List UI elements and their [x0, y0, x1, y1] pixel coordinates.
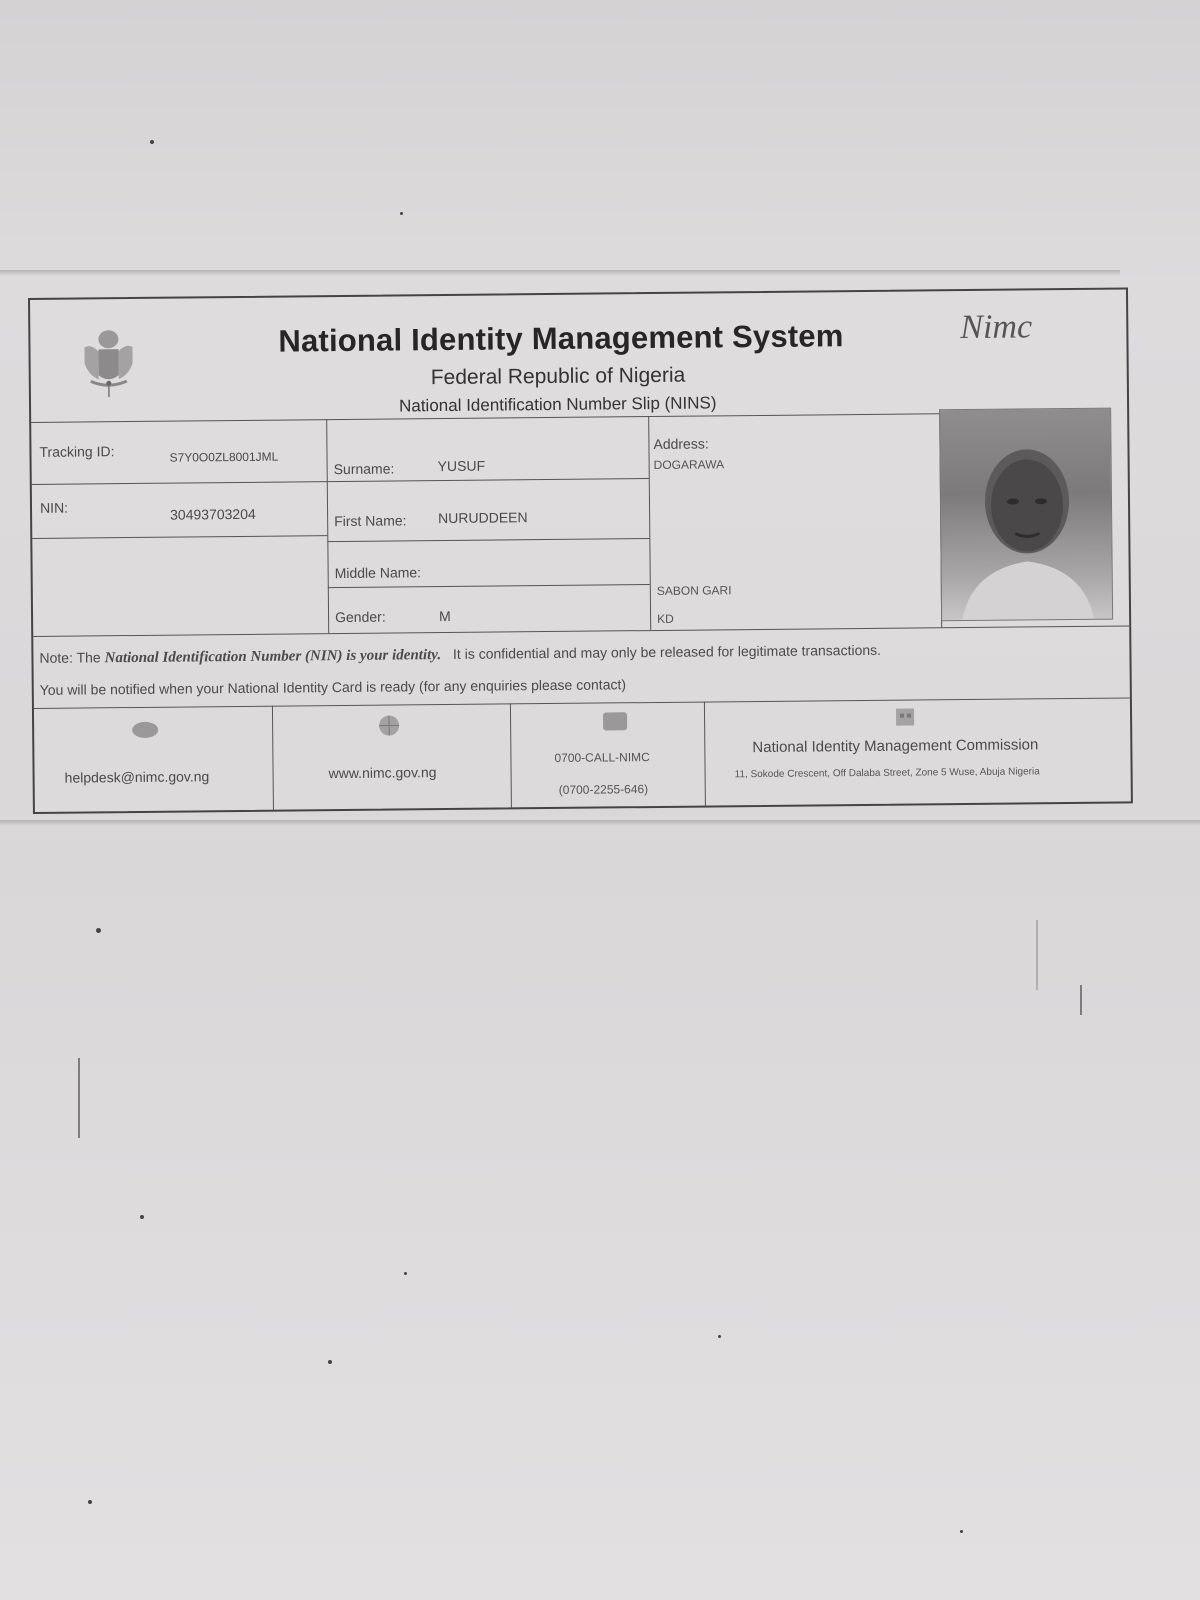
paper-speck — [400, 212, 403, 215]
note-prefix: Note: The — [39, 649, 105, 666]
nin-value: 30493703204 — [170, 505, 256, 523]
nin-slip — [28, 287, 1133, 814]
commission-name: National Identity Management Commission — [752, 736, 1039, 757]
paper-speck — [140, 1215, 144, 1219]
phone-number: 0700-CALL-NIMC — [554, 750, 650, 765]
surname-label: Surname: — [333, 460, 395, 478]
building-icon — [890, 705, 920, 727]
gender-label: Gender: — [335, 608, 386, 626]
divider — [32, 535, 327, 539]
divider — [33, 625, 1129, 637]
tracking-id-value: S7Y0O0ZL8001JML — [169, 449, 279, 465]
paper-speck — [96, 928, 101, 933]
nin-label: NIN: — [39, 499, 69, 516]
nimc-logo: Nimc — [960, 308, 1033, 347]
divider — [327, 478, 649, 482]
globe-icon — [374, 714, 404, 736]
paper-scratch — [1036, 920, 1038, 990]
passport-photo — [939, 408, 1113, 622]
paper-speck — [150, 140, 154, 144]
divider — [327, 538, 649, 542]
email-icon — [130, 719, 160, 741]
first-name-label: First Name: — [334, 512, 407, 530]
helpdesk-email[interactable]: helpdesk@nimc.gov.ng — [64, 768, 210, 786]
phone-icon — [600, 710, 630, 732]
paper-speck — [88, 1500, 92, 1504]
divider — [328, 584, 650, 588]
divider — [34, 697, 1130, 709]
note-emphasis: National Identification Number (NIN) is your identity. — [104, 647, 442, 667]
paper-speck — [404, 1272, 407, 1275]
coat-of-arms-icon — [76, 317, 141, 398]
country-subtitle: Federal Republic of Nigeria — [430, 363, 686, 390]
divider — [510, 703, 512, 807]
divider — [326, 419, 329, 633]
note-line-1 — [39, 642, 881, 668]
website-link[interactable]: www.nimc.gov.ng — [328, 764, 437, 782]
surname-value: YUSUF — [437, 457, 486, 475]
page-title: National Identity Management System — [278, 318, 844, 359]
address-line: DOGARAWA — [653, 457, 725, 473]
commission-address: 11, Sokode Crescent, Off Dalaba Street, Zone 5 Wuse, Abuja Nigeria — [734, 766, 1040, 781]
divider — [704, 702, 706, 806]
note-line-2: You will be notified when your National Identity Card is ready (for any enquiries please contact) — [39, 676, 627, 698]
paper-scratch — [1080, 985, 1082, 1015]
tracking-id-label: Tracking ID: — [39, 443, 115, 460]
address-label: Address: — [653, 435, 709, 453]
paper-fold-bottom — [0, 820, 1200, 826]
gender-value: M — [438, 607, 451, 625]
paper-speck — [960, 1530, 963, 1533]
middle-name-label: Middle Name: — [334, 564, 422, 582]
phone-digits: (0700-2255-646) — [558, 782, 649, 797]
paper-speck — [718, 1335, 721, 1338]
slip-subtitle: National Identification Number Slip (NINS) — [398, 393, 717, 416]
divider — [32, 481, 327, 485]
divider — [648, 416, 651, 630]
note-rest: It is confidential and may only be released for legitimate transactions. — [452, 641, 882, 662]
paper-speck — [328, 1360, 332, 1364]
paper-fold-top — [0, 270, 1120, 276]
address-line: KD — [657, 611, 674, 626]
paper-scratch — [78, 1058, 80, 1138]
first-name-value: NURUDDEEN — [438, 509, 528, 527]
divider — [272, 706, 274, 810]
address-line: SABON GARI — [656, 583, 732, 598]
